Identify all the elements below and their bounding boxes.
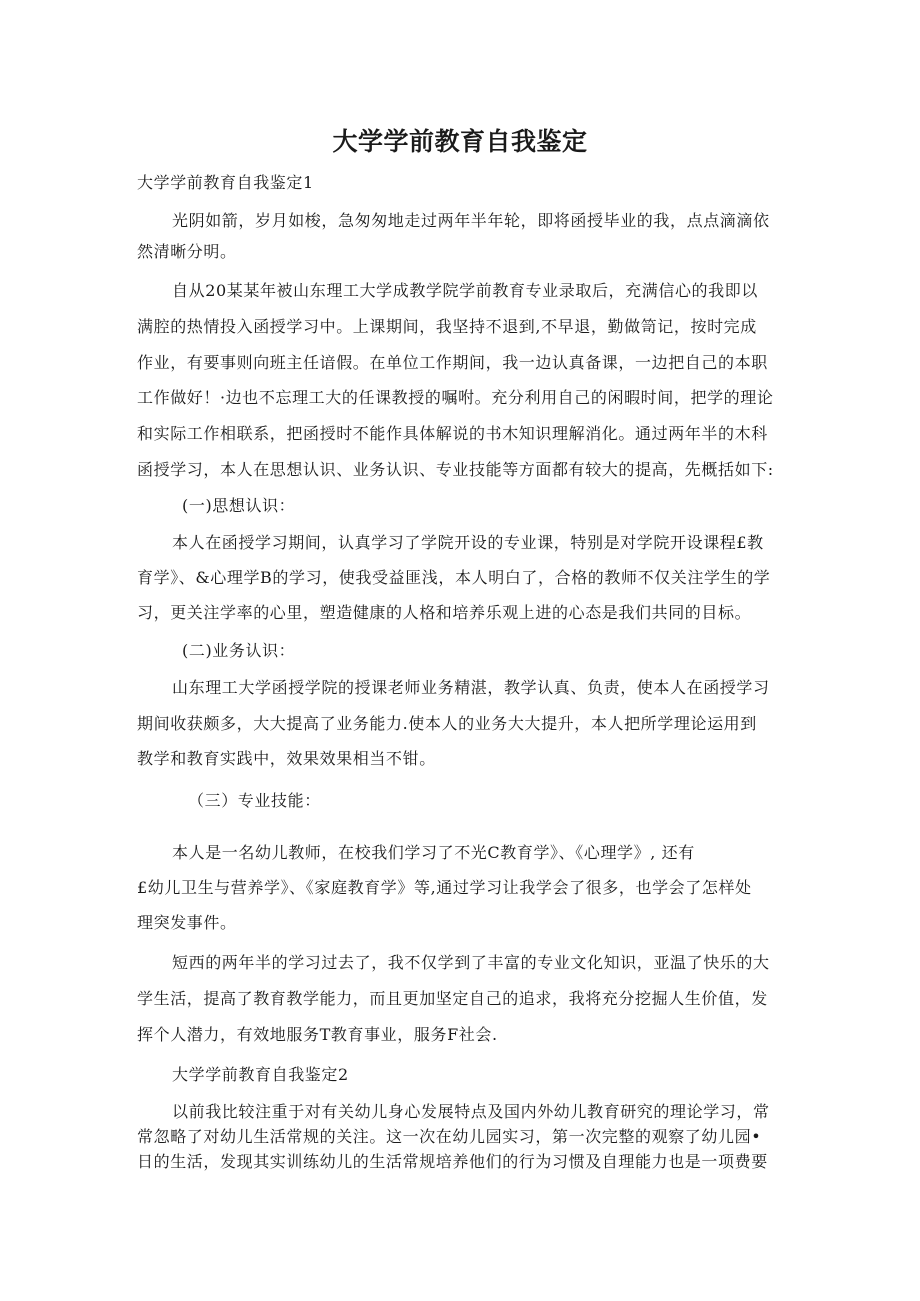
subheading-1: (一)思想认识：: [182, 496, 296, 515]
paragraph-line: 然清晰分明。: [137, 242, 237, 261]
paragraph-line: 函授学习，本人在思想认识、业务认识、专业技能等方面都有较大的提高，先概括如下:: [137, 460, 774, 479]
paragraph-line: 本人在函授学习期间，认真学习了学院开设的专业课，特别是对学院开设课程£教: [172, 533, 764, 552]
paragraph-line: 常忽略了对幼儿生活常规的关注。这一次在幼儿园实习，第一次完整的观察了幼儿园•: [137, 1127, 762, 1146]
paragraph-line: 期间收获颇多，大大提高了业务能力.使本人的业务大大提升，本人把所学理论运用到: [137, 714, 757, 733]
paragraph-line: 理突发事件。: [137, 913, 237, 932]
paragraph-line: £幼儿卫生与营养学》、《家庭教育学》等,通过学习让我学会了很多，也学会了怎样处: [137, 878, 752, 897]
paragraph-line: 自从20某某年被山东理工大学成教学院学前教育专业录取后，充满信心的我即以: [172, 281, 758, 300]
subheading-3: （三）专业技能：: [188, 791, 321, 810]
paragraph-line: 光阴如箭，岁月如梭，急匆匆地走过两年半年轮，即将函授毕业的我，点点滴滴依: [172, 211, 770, 230]
paragraph-line: 教学和教育实践中，效果效果相当不钳。: [137, 749, 436, 768]
section-heading-2: 大学学前教育自我鉴定2: [172, 1065, 349, 1084]
paragraph-line: 满腔的热情投入函授学习中。上课期间，我坚持不退到,不早退，勤做笥记，按时完成: [137, 317, 757, 336]
paragraph-line: 山东理工大学函授学院的授课老师业务精湛，教学认真、负责，使本人在函授学习: [172, 678, 770, 697]
paragraph-line: 挥个人潜力，有效地服务T教育事业，服务F社会.: [137, 1025, 498, 1044]
paragraph-line: 以前我比较注重于对有关幼儿身心发展特点及国内外幼儿教育研究的理论学习，常: [172, 1102, 770, 1121]
paragraph-line: 短西的两年半的学习过去了，我不仅学到了丰富的专业文化知识，亚温了快乐的大: [172, 953, 770, 972]
paragraph-line: 工作做好！·边也不忘理工大的任课教授的嘱咐。充分利用自己的闲暇时间，把学的理论: [137, 388, 774, 407]
subheading-2: (二)业务认识：: [182, 641, 296, 660]
section-heading-1: 大学学前教育自我鉴定1: [137, 173, 314, 192]
paragraph-line: 作业，有要事则向班主任谙假。在单位工作期间，我一边认真备课，一边把自己的本职: [137, 353, 768, 372]
paragraph-line: 和实际工作相联系，把函授时不能作具体解说的书木知识理解消化。通过两年半的木科: [137, 424, 768, 443]
paragraph-line: 学生活，提高了教育教学能力，而且更加坚定自己的追求，我将充分挖掘人生价值，发: [137, 989, 768, 1008]
paragraph-line: 育学》、&心理学B的学习，使我受益匪浅，本人明白了，合格的教师不仅关注学生的学: [137, 568, 771, 587]
paragraph-line: 习，更关注学率的心里，塑造健康的人格和培养乐观上进的心态是我们共同的目标。: [137, 603, 752, 622]
document-title: 大学学前教育自我鉴定: [332, 127, 588, 156]
paragraph-line: 日的生活，发现其实训练幼儿的生活常规培养他们的行为习惯及自理能力也是一项费要: [137, 1152, 768, 1171]
paragraph-line: 本人是一名幼儿教师，在校我们学习了不光C教育学》、《心理学》, 还有: [172, 843, 695, 862]
